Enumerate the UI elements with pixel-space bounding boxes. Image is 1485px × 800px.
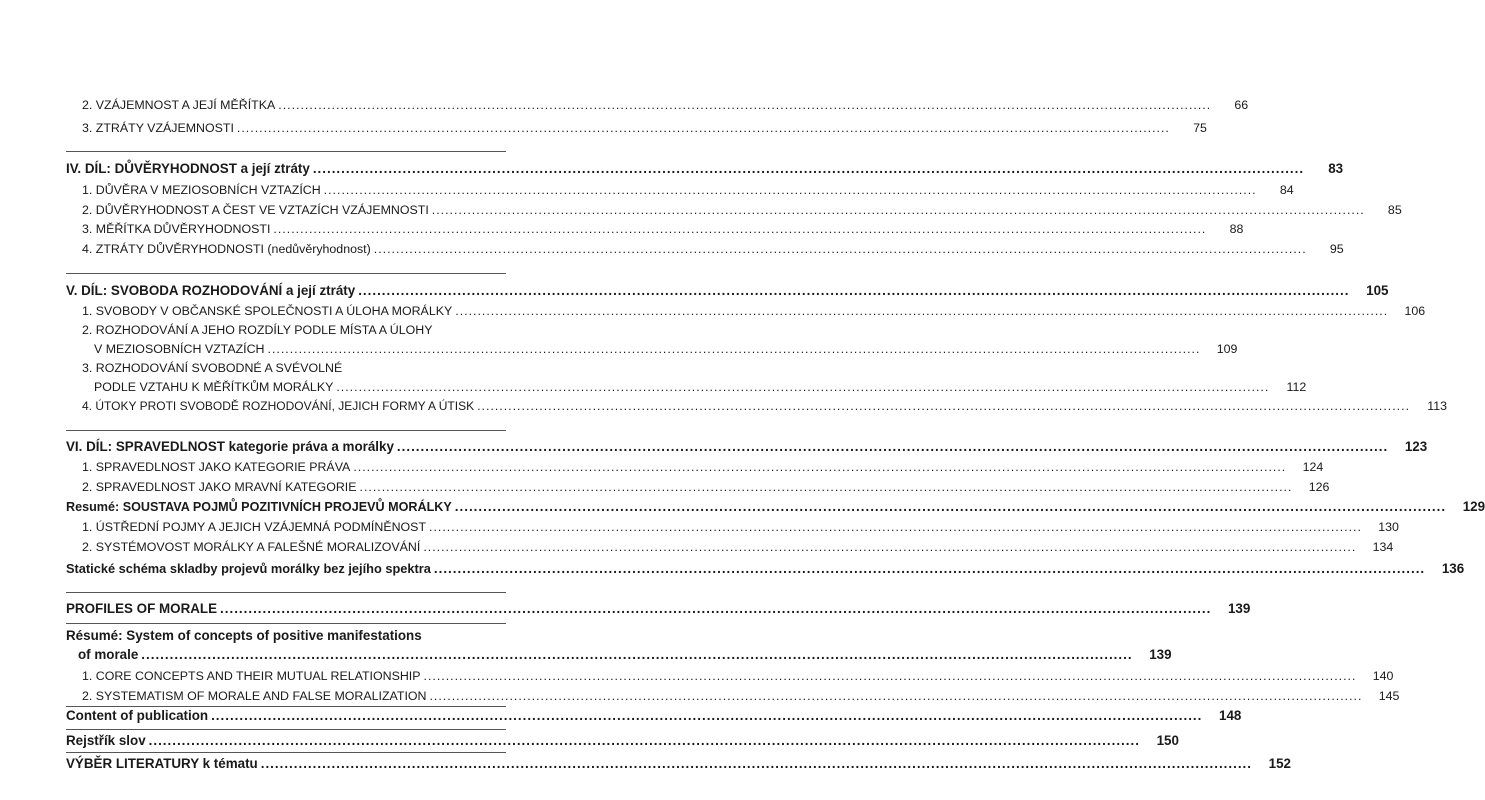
toc-section-heading[interactable] [0, 731, 1179, 751]
dot-leader [358, 281, 1349, 301]
toc-entry-title: Resumé: SOUSTAVA POJMŮ POZITIVNÍCH PROJEVŮ MORÁLKY [66, 500, 452, 514]
toc-page-number: 148 [1219, 708, 1242, 723]
toc-page-number: 124 [1302, 460, 1324, 474]
section-divider [66, 752, 506, 753]
dot-leader [149, 731, 1140, 751]
toc-entry-title: VI. DÍL: SPRAVEDLNOST kategorie práva a morálky [66, 439, 394, 454]
dot-leader [278, 95, 1211, 115]
toc-entry-title: PROFILES OF MORALE [66, 601, 218, 616]
toc-entry[interactable] [0, 301, 1426, 321]
toc-page-number: 75 [1193, 121, 1207, 135]
toc-entry-title: 2. SYSTÉMOVOST MORÁLKY A FALEŠNÉ MORALIZOVÁNÍ [82, 540, 421, 554]
toc-entry-title-continuation: PODLE VZTAHU K MĚŘÍTKŮM MORÁLKY [94, 380, 334, 394]
toc-entry[interactable] [0, 457, 1324, 477]
dot-leader [237, 118, 1170, 138]
section-divider [66, 430, 506, 431]
dot-leader [273, 219, 1206, 239]
toc-section-heading[interactable] [0, 645, 1172, 665]
toc-page-number: 130 [1378, 520, 1399, 534]
dot-leader [429, 686, 1362, 706]
dot-leader [268, 339, 1201, 359]
toc-page-number: 139 [1227, 601, 1251, 616]
toc-section-heading[interactable] [0, 159, 1344, 179]
toc-entry-title: 1. SVOBODY V OBČANSKÉ SPOLEČNOSTI A ÚLOHA MORÁLKY [82, 304, 453, 318]
toc-entry[interactable] [0, 219, 1244, 239]
toc-entry-title: Content of publication [66, 708, 209, 723]
toc-section-heading[interactable] [0, 559, 1465, 579]
toc-entry-title-line: 2. ROZHODOVÁNÍ A JEHO ROZDÍLY PODLE MÍSTA A ÚLOHY [82, 323, 433, 337]
toc-entry[interactable] [0, 180, 1294, 200]
toc-entry-title: 1. ÚSTŘEDNÍ POJMY A JEJICH VZÁJEMNÁ PODMÍNĚNOST [82, 520, 427, 534]
dot-leader [313, 159, 1304, 179]
dot-leader [220, 599, 1211, 619]
toc-page-number: 105 [1366, 283, 1389, 298]
toc-page-number: 88 [1229, 222, 1244, 236]
toc-page-number: 134 [1372, 540, 1394, 554]
toc-page-number: 84 [1279, 183, 1294, 197]
dot-leader [397, 437, 1388, 457]
toc-section-heading-line: Résumé: System of concepts of positive manifestations [66, 628, 422, 643]
toc-entry-title: V. DÍL: SVOBODA ROZHODOVÁNÍ a její ztráty [66, 283, 356, 298]
toc-entry[interactable] [0, 666, 1394, 686]
section-divider [66, 729, 506, 730]
dot-leader [211, 706, 1202, 726]
dot-leader [424, 666, 1357, 686]
dot-leader [324, 180, 1257, 200]
toc-entry-title: 1. SPRAVEDLNOST JAKO KATEGORIE PRÁVA [82, 460, 351, 474]
toc-page-number: 83 [1328, 161, 1344, 176]
toc-page-number: 140 [1372, 669, 1394, 683]
toc-page-number: 152 [1268, 756, 1291, 771]
toc-page-number: 150 [1156, 733, 1179, 748]
toc-entry[interactable] [0, 339, 1238, 359]
toc-page-number: 66 [1234, 98, 1249, 112]
toc-page-number: 106 [1404, 304, 1426, 318]
toc-entry[interactable] [0, 517, 1399, 537]
toc-section-heading[interactable] [0, 754, 1291, 774]
dot-leader [360, 477, 1293, 497]
dot-leader [434, 559, 1425, 579]
toc-entry-title: Rejstřík slov [66, 733, 146, 748]
toc-entry-title: 1. CORE CONCEPTS AND THEIR MUTUAL RELATIONSHIP [82, 669, 421, 683]
toc-entry-title: Statické schéma skladby projevů morálky bez jejího spektra [66, 561, 431, 576]
toc-entry-title: 2. SYSTEMATISM OF MORALE AND FALSE MORALIZATION [82, 689, 427, 703]
toc-page-number: 112 [1286, 380, 1307, 394]
toc-entry-title: 2. VZÁJEMNOST A JEJÍ MĚŘÍTKA [82, 98, 276, 112]
dot-leader [353, 457, 1286, 477]
toc-entry-title: 1. DŮVĚRA V MEZIOSOBNÍCH VZTAZÍCH [82, 183, 321, 197]
dot-leader [477, 396, 1410, 416]
toc-page-number: 136 [1441, 561, 1465, 576]
toc-page-number: 129 [1462, 499, 1485, 514]
dot-leader [455, 301, 1388, 321]
toc-page-number: 139 [1149, 647, 1172, 662]
toc-section-heading[interactable] [0, 706, 1242, 726]
toc-entry[interactable] [0, 477, 1330, 497]
toc-entry-title: 3. ZTRÁTY VZÁJEMNOSTI [82, 121, 234, 135]
toc-page-number: 145 [1378, 689, 1400, 703]
dot-leader [455, 497, 1446, 517]
toc-entry-title: 4. ZTRÁTY DŮVĚRYHODNOSTI (nedůvěryhodnost) [82, 242, 371, 256]
section-divider [66, 592, 506, 593]
toc-page-number: 109 [1216, 342, 1238, 356]
toc-entry-title-line: 3. ROZHODOVÁNÍ SVOBODNÉ A SVÉVOLNÉ [82, 361, 343, 375]
toc-entry[interactable] [0, 200, 1402, 220]
dot-leader [261, 754, 1252, 774]
toc-page-number: 85 [1387, 203, 1402, 217]
dot-leader [374, 239, 1307, 259]
toc-page-number: 113 [1427, 399, 1448, 413]
toc-entry-title-continuation: of morale [78, 647, 139, 662]
toc-entry-title: 3. MĚŘÍTKA DŮVĚRYHODNOSTI [82, 222, 271, 236]
toc-entry[interactable] [0, 239, 1344, 259]
section-divider [66, 151, 506, 152]
dot-leader [423, 537, 1356, 557]
toc-section-heading[interactable] [0, 281, 1389, 301]
toc-entry-title-continuation: V MEZIOSOBNÍCH VZTAZÍCH [94, 342, 265, 356]
section-divider [66, 623, 506, 624]
toc-entry[interactable] [0, 377, 1307, 397]
toc-entry[interactable] [0, 95, 1249, 115]
toc-entry[interactable] [0, 396, 1448, 416]
toc-page-number: 123 [1404, 439, 1428, 454]
toc-section-heading[interactable] [0, 437, 1428, 457]
dot-leader [429, 517, 1362, 537]
dot-leader [336, 377, 1269, 397]
toc-entry-title: 2. SPRAVEDLNOST JAKO MRAVNÍ KATEGORIE [82, 480, 357, 494]
section-divider [66, 273, 506, 274]
toc-entry-title: VÝBĚR LITERATURY k tématu [66, 756, 258, 771]
toc-entry[interactable] [0, 686, 1400, 706]
toc-section-heading[interactable] [0, 599, 1251, 619]
toc-entry[interactable] [0, 537, 1394, 557]
toc-page-number: 95 [1329, 242, 1344, 256]
toc-page-number: 126 [1308, 480, 1330, 494]
dot-leader [432, 200, 1365, 220]
toc-entry-title: 4. ÚTOKY PROTI SVOBODĚ ROZHODOVÁNÍ, JEJICH FORMY A ÚTISK [82, 399, 475, 413]
toc-entry[interactable] [0, 118, 1207, 138]
dot-leader [141, 645, 1132, 665]
toc-entry-title: 2. DŮVĚRYHODNOST A ČEST VE VZTAZÍCH VZÁJEMNOSTI [82, 203, 429, 217]
toc-section-heading[interactable] [0, 497, 1485, 517]
toc-entry-title: IV. DÍL: DŮVĚRYHODNOST a její ztráty [66, 161, 310, 176]
